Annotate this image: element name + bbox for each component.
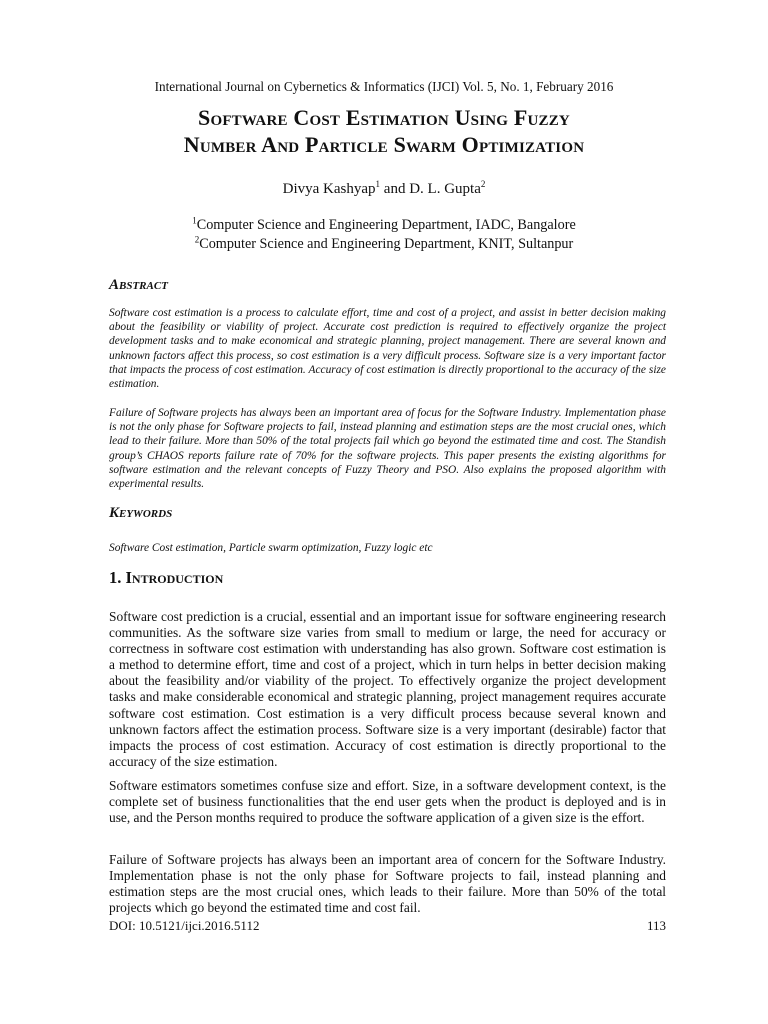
paper-title [60, 104, 708, 158]
affiliation-1-mark: 1 [192, 215, 197, 226]
author-2-affil-mark: 2 [480, 179, 486, 189]
intro-paragraph-3: Failure of Software projects has always been an important area of concern for the Software Industry. Implementation phase is not the only phase for Software projects to fail, instead planning and estimation steps are the most crucial ones, which leads to their failure. More than 50% of the total projects which go beyond the estimated time and cost fail. [109, 852, 666, 916]
abstract-paragraph-2: Failure of Software projects has always been an important area of focus for the Software Industry. Implementation phase is not the only phase for Software projects to fail, instead planning and estimation steps are the most crucial ones, which lead to their failure. More than 50% of the total projects fail which go beyond the estimated time and cost. The Standish group’s CHAOS reports failure rate of 70% for the software projects. This paper presents the existing algorithms for software estimation and the relevant concepts of Fuzzy Theory and PSO. Also explains the proposed algorithm with experimental results. [109, 407, 666, 491]
doi-footer: DOI: 10.5121/ijci.2016.5112 [109, 918, 260, 933]
author-1: Divya Kashyap [282, 181, 376, 197]
affiliation-2-text: Computer Science and Engineering Department, KNIT, Sultanpur [199, 236, 574, 252]
title-line-2: Number And Particle Swarm Optimization [183, 132, 585, 157]
abstract-heading: Abstract [109, 277, 168, 293]
keywords-heading: Keywords [109, 505, 173, 521]
introduction-heading: 1. Introduction [109, 568, 224, 587]
affiliation-1 [0, 216, 768, 235]
author-list [0, 180, 768, 198]
journal-header: International Journal on Cybernetics & Informatics (IJCI) Vol. 5, No. 1, February 2016 [154, 79, 614, 94]
affiliation-2 [0, 235, 768, 254]
keywords-text: Software Cost estimation, Particle swarm optimization, Fuzzy logic etc [109, 542, 433, 554]
affiliation-2-mark: 2 [194, 234, 200, 245]
author-conjunction: and [380, 181, 410, 197]
abstract-paragraph-1: Software cost estimation is a process to calculate effort, time and cost of a project, and assist in better decision making about the feasibility or viability of project. Accurate cost prediction is required to effectively organize the project development tasks and to make economical and strategic planning, project management. There are several known and unknown factors affect this process, so cost estimation is a very difficult process. Software size is a very important factor that impacts the process of cost estimation. Accuracy of cost estimation is directly proportional to the accuracy of the size estimation. [109, 307, 666, 391]
title-line-1: Software Cost Estimation Using Fuzzy [198, 105, 570, 130]
author-2: D. L. Gupta [409, 181, 481, 197]
affiliations [0, 216, 768, 254]
affiliation-1-text: Computer Science and Engineering Department, IADC, Bangalore [196, 217, 576, 233]
page-number: 113 [646, 918, 666, 933]
intro-paragraph-2: Software estimators sometimes confuse size and effort. Size, in a software development context, is the complete set of business functionalities that the end user gets when the product is deployed and is in use, and the Person months required to produce the software application of a given size is the effort. [109, 778, 666, 826]
intro-paragraph-1: Software cost prediction is a crucial, essential and an important issue for software engineering research communities. As the software size varies from small to medium or large, the need for accuracy or correctness in software cost estimation with understanding has also grown. Software cost estimation is a method to determine effort, time and cost of a project, which in turn helps in better decision making about the feasibility and/or viability of the project. To effectively organize the project development tasks and make considerable economical and strategic planning, project management requires accurate software cost estimation. Cost estimation is a very difficult process because several known and unknown factors affect the estimation process. Software size is a very important (desirable) factor that impacts the process of cost estimation. Accuracy of cost estimation is directly proportional to the accuracy of the size estimation. [109, 609, 666, 769]
author-1-affil-mark: 1 [375, 179, 381, 189]
